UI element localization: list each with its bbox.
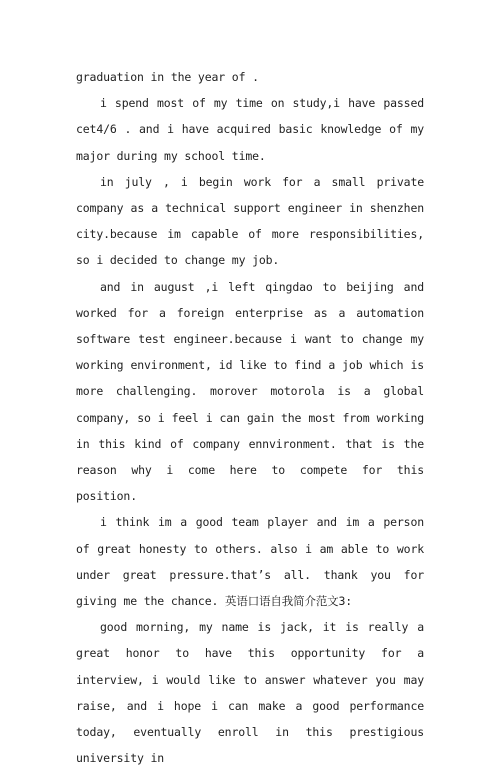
paragraph-july-job: in july , i begin work for a small private company as a technical support engineer in shenzhen city.because im capable of more responsibilities, so i decided to change my job. (76, 174, 424, 268)
paragraph-study: i spend most of my time on study,i have passed cet4/6 . and i have acquired basic knowledge of my major during my school time. (76, 96, 424, 163)
paragraph-team-player: i think im a good team player and im a person of great honesty to others. also i am able to work under great pressure.that’s all. thank you for giving me the chance. 英语口语自我简介范文3: (76, 515, 424, 609)
paragraph-august-job: and in august ,i left qingdao to beijing and worked for a foreign enterprise as a automation software test engineer.because i want to change my working environment, id like to find a job which is more challenging. morover motorola is a global company, so i feel i can gain the most from working in this kind of company ennvironment. that is the reason why i come here to compete for this position. (76, 279, 424, 504)
paragraph-good-morning: good morning, my name is jack, it is really a great honor to have this opportunity for a interview, i would like to answer whatever you may raise, and i hope i can make a good performance today, eventually enroll in this prestigious university in (76, 620, 424, 766)
document-body (76, 64, 424, 771)
paragraph-graduation: graduation in the year of . (76, 70, 259, 84)
